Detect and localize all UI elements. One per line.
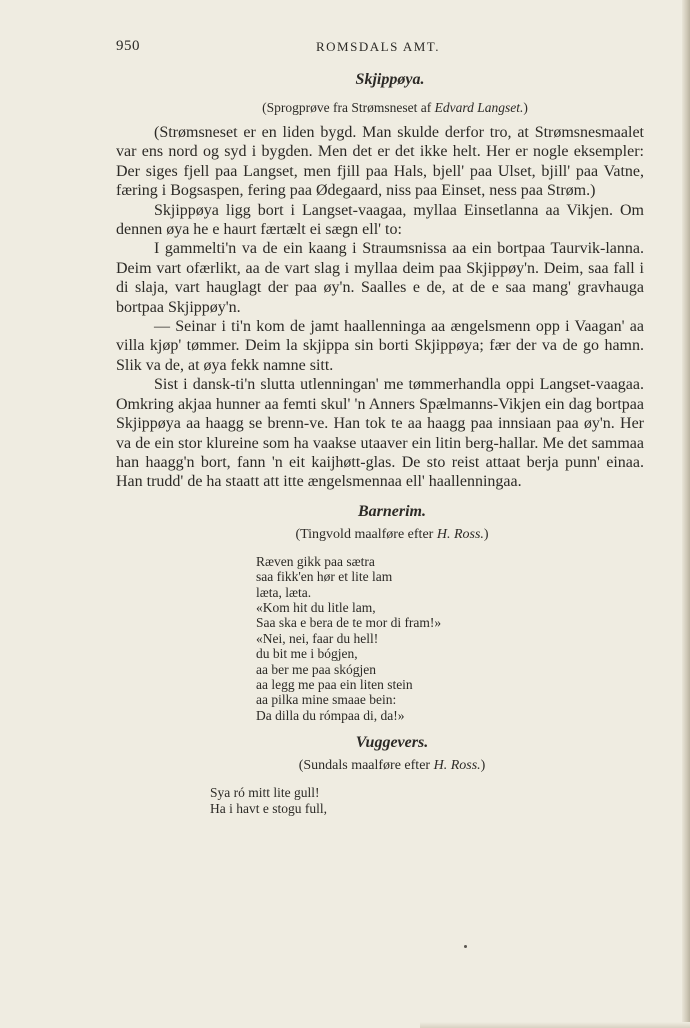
print-speck — [464, 945, 467, 948]
verse-line: «Kom hit du litle lam, — [256, 599, 376, 615]
poem-title: Barnerim. — [357, 502, 426, 520]
verse-line: Da dilla du rómpaa di, da!» — [256, 707, 405, 723]
source-author: H. Ross. — [436, 526, 484, 542]
section-source: (Sprogprøve fra Strømsneset af Edvard Langset.) — [262, 100, 528, 115]
verse-line: aa legg me paa ein liten stein — [256, 676, 413, 692]
paragraph: (Strømsneset er en liden bygd. Man skulde derfor tro, at Strømsnesmaalet var ens nord og syd i bygden. Men det er det ikke helt. Her er nogle eksempler: Der siges fjell paa Langset, men fjill paa Hals, bjell' paa Ulset, bjill' paa Vatne, færing i Bogsaspen, fering paa Ødegaard, niss paa Einset, ness paa Strøm.) — [116, 124, 644, 200]
paragraph: Sist i dansk-ti'n slutta utlenningan' me tømmerhandla oppi Langset-vaagaa. Omkring akjaa hunner aa femti skul' 'n Anners Spælmanns-Vikjen ein dag bortpaa Skjippøya aa haagg se brenn-ve. Han tok te aa haagg paa innsiaan paa øy'n. Her va de ein stor klureine som ha vaakse utaaver ein litin berg-hallar. Me det sammaa han haagg'n bort, fann 'n eit kaijhøtt-glas. De sto reist attaat berja punn' einaa. Han trudd' de ha staatt att itte ængelsmennaa ell' haallenningaa. — [116, 376, 644, 491]
verse-line: Saa ska e bera de te mor di fram!» — [256, 615, 442, 631]
verse-line: Ha i havt e stogu full, — [210, 800, 327, 816]
verse-line: Ræven gikk paa sætra — [256, 553, 375, 569]
verse-line: saa fikk'en hør et lite lam — [256, 569, 393, 585]
poem-source: (Tingvold maalføre efter H. Ross.) — [295, 526, 489, 542]
verse-line: aa ber me paa skógjen — [256, 661, 376, 677]
page-content — [116, 70, 644, 816]
verse-line: aa pilka mine smaae bein: — [256, 692, 397, 708]
section-skjippoya — [116, 70, 644, 492]
poem-source: (Sundals maalføre efter H. Ross.) — [298, 758, 486, 774]
section-vuggevers — [116, 733, 644, 816]
section-barnerim — [116, 502, 644, 723]
paragraph: — Seinar i ti'n kom de jamt haallenninga aa ængelsmenn opp i Vaagan' aa villa kjøp' tømmer. Deim la skjippa sin borti Skjippøya; fær der va de go hamn. Slik va de, at øya fekk namne sitt. — [116, 318, 644, 374]
source-author: Edvard Langset. — [434, 100, 524, 115]
running-head: ROMSDALS AMT. — [316, 39, 441, 54]
section-title: Skjippøya. — [355, 71, 425, 88]
page-bottom-edge — [420, 1022, 690, 1028]
verse-line: Sya ró mitt lite gull! — [210, 785, 320, 801]
source-author: H. Ross. — [433, 758, 481, 774]
verse-line: «Nei, nei, faar du hell! — [256, 630, 379, 646]
page-edge-shadow — [682, 0, 690, 1028]
poem-title: Vuggevers. — [355, 734, 429, 752]
paragraph: I gammelti'n va de ein kaang i Straumsnissa aa ein bortpaa Taurvik-lanna. Deim vart ofærlikt, aa de vart slag i myllaa deim paa Skjippøy'n. Deim, saa fall i di slaja, vart hauglagt der paa øy'n. Saalles e de, at de e saa mang' gravhauga bortpaa Skjippøy'n. — [116, 240, 644, 316]
paragraph: Skjippøya ligg bort i Langset-vaagaa, myllaa Einsetlanna aa Vikjen. Om dennen øya he e haurt færtælt ei sægn ell' to: — [116, 201, 644, 239]
verse-line: læta, læta. — [256, 584, 312, 600]
page-header — [116, 38, 644, 58]
verse-line: du bit me i bógjen, — [256, 646, 358, 662]
page-number: 950 — [116, 38, 140, 54]
